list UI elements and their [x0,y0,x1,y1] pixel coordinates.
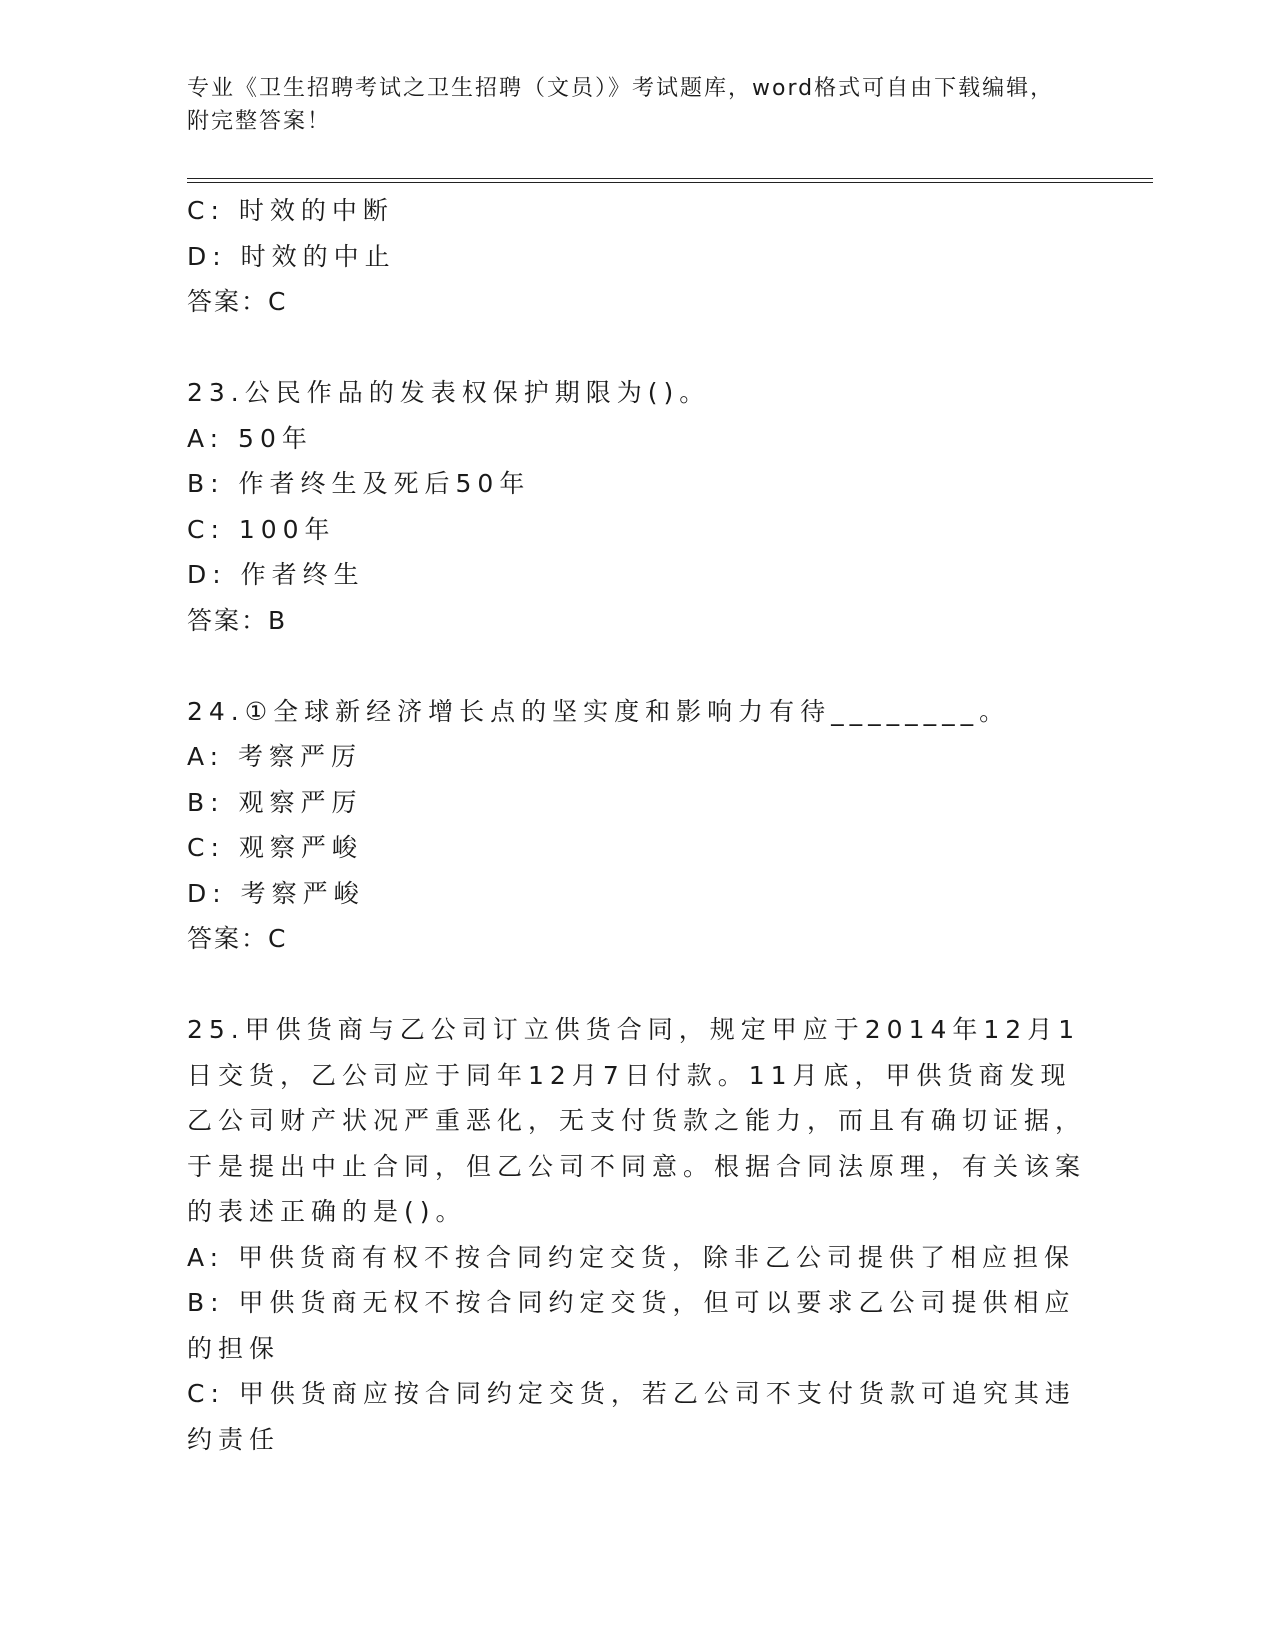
header-rule-bottom [187,182,1153,183]
question-block-25 [187,1007,1087,1462]
header-rule-top [187,178,1153,179]
option-b: B: 甲供货商无权不按合同约定交货，但可以要求乙公司提供相应的担保 [187,1288,1076,1363]
question-stem: 23.公民作品的发表权保护期限为()。 [187,378,711,407]
document-header: 专业《卫生招聘考试之卫生招聘（文员）》考试题库，word格式可自由下载编辑，附完整答案！ [187,76,1055,134]
option-c: C: 100年 [187,514,336,544]
answer-label: 答案：C [187,924,288,953]
option-b: B: 作者终生及死后50年 [187,469,531,498]
option-c: C: 甲供货商应按合同约定交货，若乙公司不支付货款可追究其违约责任 [187,1379,1076,1454]
question-stem: 24.①全球新经济增长点的坚实度和影响力有待________。 [187,696,1011,726]
option-a: A: 甲供货商有权不按合同约定交货，除非乙公司提供了相应担保 [187,1242,1076,1272]
option-d: D: 时效的中止 [187,241,396,271]
option-d: D: 考察严峻 [187,878,365,908]
option-d: D: 作者终生 [187,560,365,589]
question-list [187,188,1087,1462]
answer-label: 答案：C [187,287,288,316]
option-b: B: 观察严厉 [187,787,363,817]
question-block-24 [187,689,1087,962]
option-a: A: 考察严厉 [187,742,363,771]
option-c: C: 时效的中断 [187,196,394,225]
question-block-22 [187,188,1087,325]
answer-label: 答案：B [187,605,288,635]
question-stem: 25.甲供货商与乙公司订立供货合同，规定甲应于2014年12月1日交货，乙公司应于同年12月7日付款。11月底，甲供货商发现乙公司财产状况严重恶化，无支付货款之能力，而且有确切证据，于是提出中止合同，但乙公司不同意。根据合同法原理，有关该案的表述正确的是()。 [187,1015,1087,1226]
question-block-23 [187,370,1087,643]
option-a: A: 50年 [187,423,313,453]
option-c: C: 观察严峻 [187,833,363,862]
